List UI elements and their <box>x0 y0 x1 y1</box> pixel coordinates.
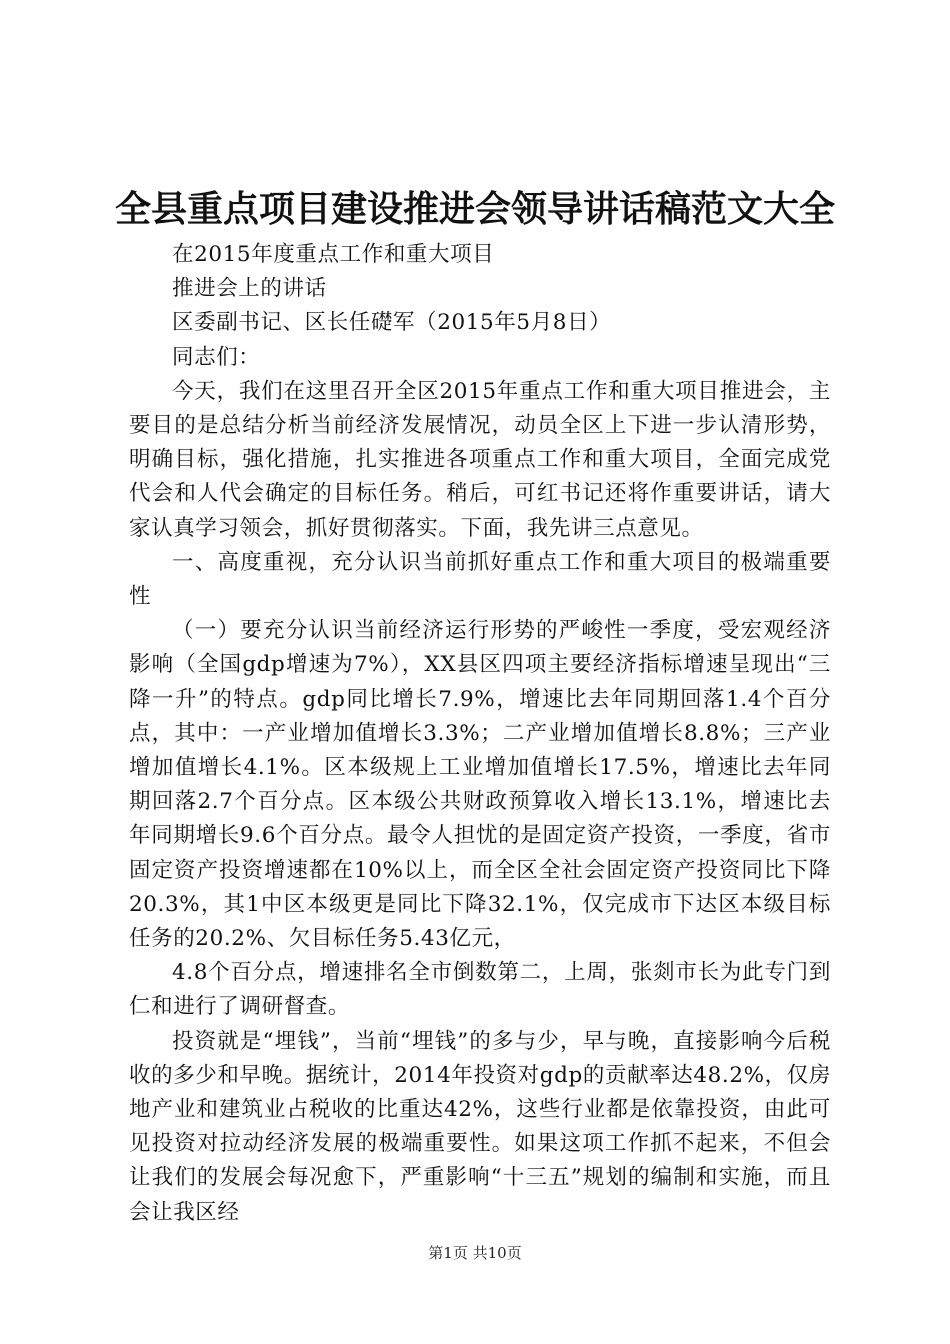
page-number-footer: 第1页 共10页 <box>428 1244 522 1262</box>
paragraph-speaker: 区委副书记、区长任礎军（2015年5月8日） <box>172 310 612 336</box>
paragraph-salutation: 同志们： <box>172 344 261 370</box>
document-title: 全县重点项目建设推进会领导讲话稿范文大全 <box>114 189 835 230</box>
paragraph-ranking: 4.8个百分点，增速排名全市倒数第二，上周，张剡市长为此专门到仁和进行了调研督查。 <box>129 960 831 1020</box>
paragraph-event-line1: 在2015年度重点工作和重大项目 <box>172 242 495 267</box>
paragraph-investment: 投资就是“埋钱”，当前“埋钱”的多与少，早与晚，直接影响今后税收的多少和早晚。据统计，2014年投资对gdp的贡献率达48.2%，仅房地产业和建筑业占税收的比重达42%，这些行业都是依靠投资，由此可见投资对拉动经济发展的极端重要性。如果这项工作抓不起来，不但会让我们的发展会每况愈下，严重影响“十三五”规划的编制和实施，而且会让我区经 <box>129 1028 831 1225</box>
section-heading-1: 一、高度重视，充分认识当前抓好重点工作和重大项目的极端重要性 <box>129 549 831 610</box>
paragraph-event-line2: 推进会上的讲话 <box>172 276 327 302</box>
paragraph-intro: 今天，我们在这里召开全区2015年重点工作和重大项目推进会，主要目的是总结分析当前经济发展情况，动员全区上下进一步认清形势，明确目标，强化措施，扎实推进各项重点工作和重大项目，全面完成党代会和人代会确定的目标任务。稍后，可红书记还将作重要讲话，请大家认真学习领会，抓好贯彻落实。下面，我先讲三点意见。 <box>129 378 831 541</box>
document-body <box>129 238 831 1230</box>
paragraph-economy: （一）要充分认识当前经济运行形势的严峻性一季度，受宏观经济影响（全国gdp增速为7%），XX县区四项主要经济指标增速呈现出“三降一升”的特点。gdp同比增长7.9%，增速比去年同期回落1.4个百分点，其中：一产业增加值增长3.3%；二产业增加值增长8.8%；三产业增加值增长4.1%。区本级规上工业增加值增长17.5%，增速比去年同期回落2.7个百分点。区本级公共财政预算收入增长13.1%，增速比去年同期增长9.6个百分点。最令人担忧的是固定资产投资，一季度，省市固定资产投资增速都在10%以上，而全区全社会固定资产投资同比下降20.3%，其1中区本级更是同比下降32.1%，仅完成市下达区本级目标任务的20.2%、欠目标任务5.43亿元， <box>129 618 831 952</box>
